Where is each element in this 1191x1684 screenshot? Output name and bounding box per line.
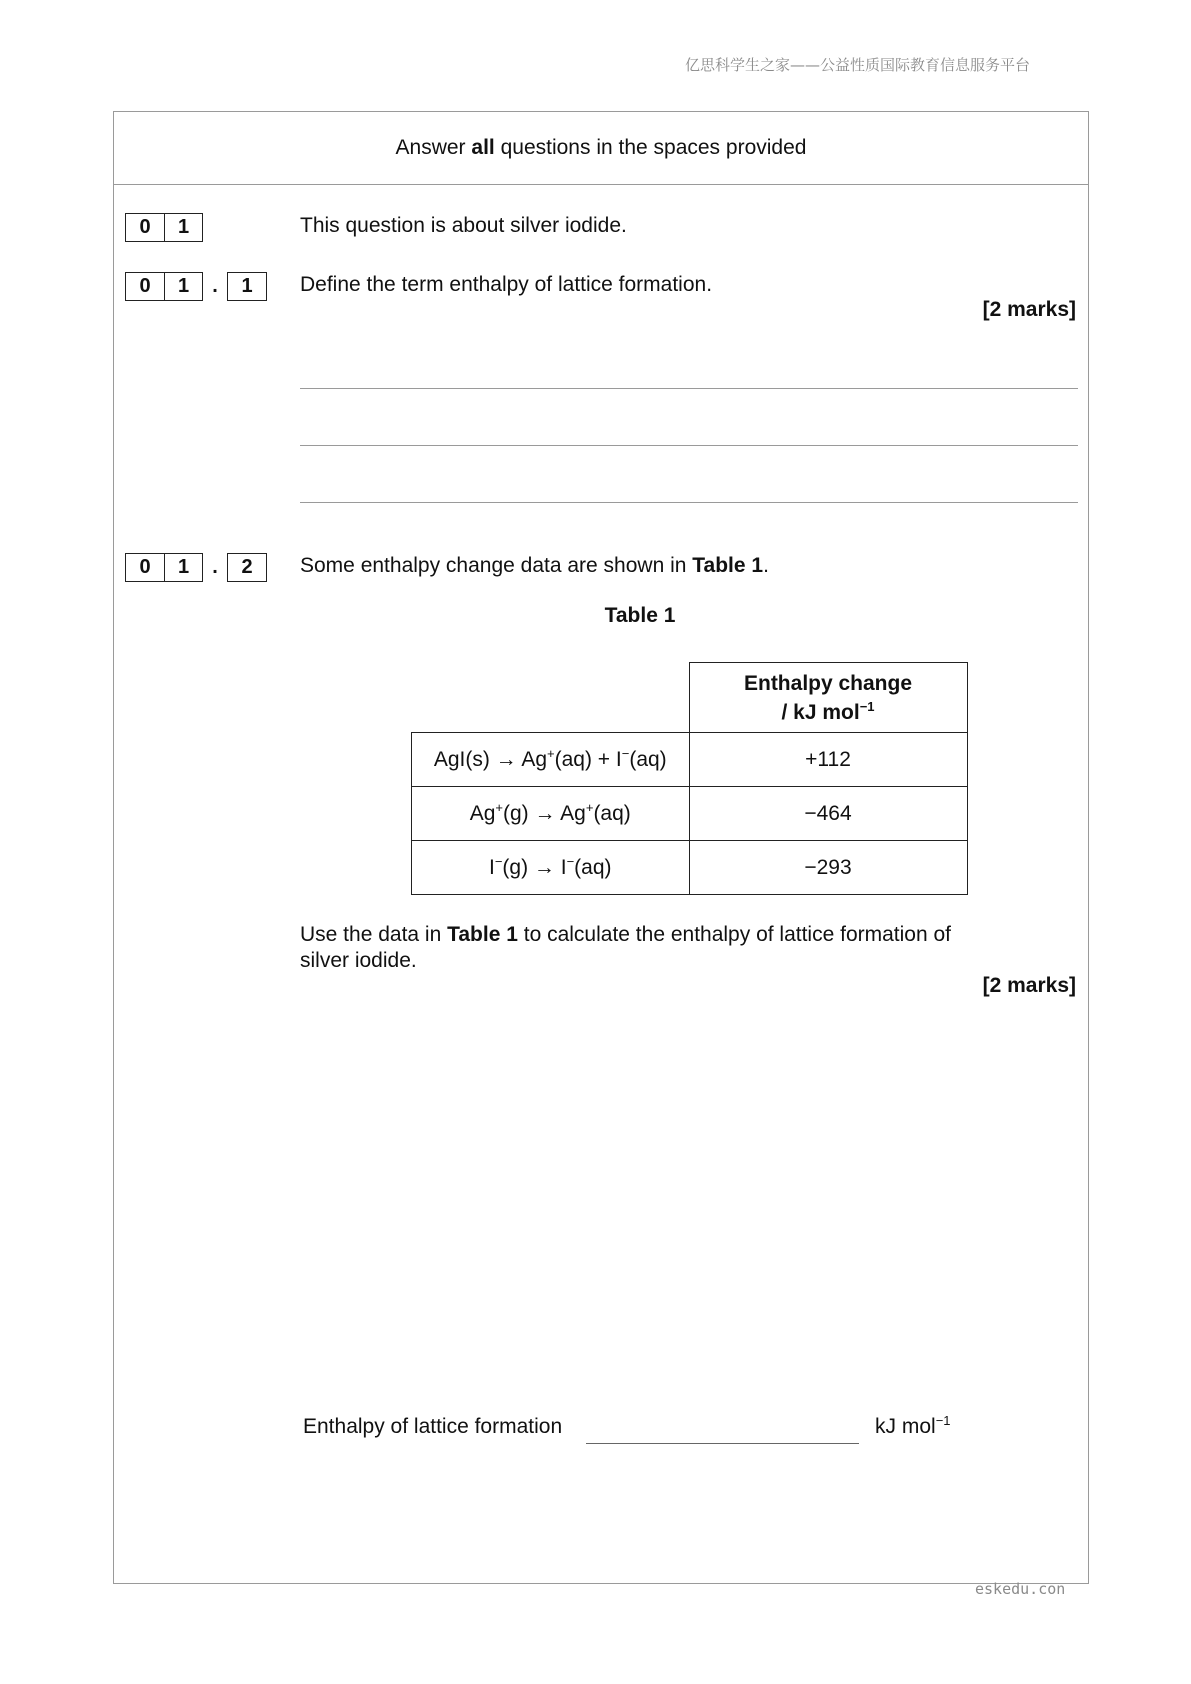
- qnum-sub: 1: [241, 275, 253, 297]
- qnum-sub: 2: [241, 556, 253, 578]
- table-blank-cell: [412, 663, 690, 733]
- q1-2-instruction-post: to calculate the enthalpy of lattice formation of: [517, 923, 951, 946]
- table-header-sup: −1: [859, 698, 875, 714]
- q1-stem: This question is about silver iodide.: [300, 214, 627, 237]
- answer-input-line[interactable]: [586, 1443, 859, 1444]
- qnum-digit: 1: [164, 273, 202, 300]
- enthalpy-table: [411, 662, 968, 895]
- table-header-unit: / kJ mol: [781, 700, 860, 724]
- answer-label: Enthalpy of lattice formation: [303, 1415, 563, 1438]
- q1-2-marks: [2 marks]: [982, 974, 1076, 997]
- q1-2-instruction-bold: Table 1: [447, 923, 518, 946]
- instructions-header: [114, 112, 1088, 185]
- qnum-digit: 0: [139, 556, 151, 578]
- q1-2-instruction: [300, 922, 951, 948]
- question-number-01: [125, 213, 203, 242]
- question-number-01-2: [125, 553, 267, 582]
- answer-unit-text: kJ mol: [875, 1415, 936, 1438]
- q1-1-prompt: Define the term enthalpy of lattice formation.: [300, 273, 713, 296]
- enthalpy-value-cell: −464: [689, 787, 967, 841]
- qnum-digit: 0: [139, 216, 151, 238]
- instructions-post: questions in the spaces provided: [494, 136, 807, 159]
- table-header-cell: [689, 663, 967, 733]
- q1-2-intro: [300, 553, 769, 579]
- answer-unit: [875, 1415, 951, 1439]
- instructions-pre: Answer: [395, 136, 472, 159]
- reaction-cell: Ag+(g) → Ag+(aq): [412, 787, 690, 841]
- table-rows: [412, 733, 968, 895]
- watermark-bottom: eskedu.con: [975, 1580, 1066, 1598]
- table-title: Table 1: [604, 604, 676, 627]
- enthalpy-value-cell: −293: [689, 841, 967, 895]
- q1-2-instruction-line2: silver iodide.: [300, 949, 417, 972]
- q1-2-intro-post: .: [763, 554, 769, 577]
- q1-1-marks: [2 marks]: [982, 298, 1076, 321]
- q1-2-intro-bold: Table 1: [692, 554, 764, 577]
- table-row: [412, 787, 968, 841]
- question-number-01-1: [125, 272, 267, 301]
- enthalpy-value-cell: +112: [689, 733, 967, 787]
- table-row: [412, 733, 968, 787]
- watermark-top: 亿思科学生之家——公益性质国际教育信息服务平台: [685, 56, 1031, 74]
- q1-2-intro-pre: Some enthalpy change data are shown in: [300, 554, 693, 577]
- question-frame: [113, 111, 1089, 1584]
- table-header-line1: Enthalpy change: [743, 671, 913, 695]
- table-header-line2: [690, 698, 967, 727]
- instructions-bold: all: [471, 136, 495, 159]
- qnum-digit: 0: [139, 275, 151, 297]
- answer-unit-sup: −1: [935, 1413, 951, 1428]
- q1-2-instruction-pre: Use the data in: [300, 923, 448, 946]
- answer-line-3[interactable]: [300, 502, 1078, 503]
- reaction-cell: I−(g) → I−(aq): [412, 841, 690, 895]
- table-row: [412, 841, 968, 895]
- qnum-digit: 1: [164, 214, 202, 241]
- answer-line-1[interactable]: [300, 388, 1078, 389]
- answer-line-2[interactable]: [300, 445, 1078, 446]
- qnum-dot: .: [212, 275, 218, 297]
- reaction-cell: AgI(s) → Ag+(aq) + I−(aq): [412, 733, 690, 787]
- qnum-digit: 1: [164, 554, 202, 581]
- qnum-dot: .: [212, 556, 218, 578]
